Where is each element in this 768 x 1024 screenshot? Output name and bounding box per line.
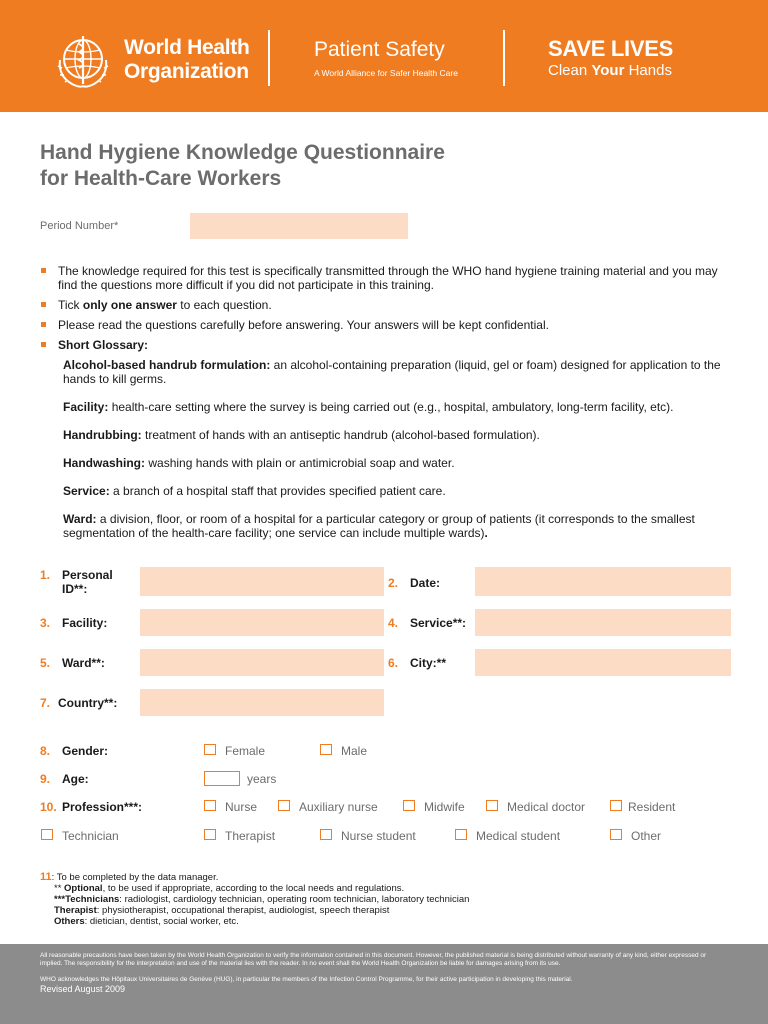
city-field[interactable] bbox=[475, 649, 731, 676]
profession-auxiliary-nurse-checkbox[interactable] bbox=[278, 800, 290, 811]
glossary-item: Ward: a division, floor, or room of a hospital for a particular category or group of patients (it corresponds to the smallest segmentation of the health-care facility; one service can include multiple wards). bbox=[63, 512, 695, 540]
question-number: 6. bbox=[388, 656, 399, 670]
ward-label: Ward**: bbox=[62, 656, 105, 670]
option-label: Resident bbox=[628, 800, 676, 814]
glossary-item: Facility: health-care setting where the survey is being carried out (e.g., hospital, ambulatory, long-term facility, etc). bbox=[63, 400, 674, 414]
glossary-item: Handwashing: washing hands with plain or antimicrobial soap and water. bbox=[63, 456, 455, 470]
list-item: Tick only one answer to each question. bbox=[40, 298, 730, 312]
header-divider bbox=[503, 30, 505, 86]
footnotes: 11: To be completed by the data manager. ** Optional, to be used if appropriate, according to the local needs and regulations. ***Technicians: radiologist, cardiology technician, operating room technician, laboratory technician Therapist: physiotherapist, occupational therapist, audiologist, speech therapist Others: dietician, dentist, social worker, etc. bbox=[40, 871, 470, 927]
page-header bbox=[0, 0, 768, 112]
profession-resident-checkbox[interactable] bbox=[610, 800, 622, 811]
service-field[interactable] bbox=[475, 609, 731, 636]
who-wordmark: World Health Organization bbox=[124, 36, 250, 83]
profession-other-checkbox[interactable] bbox=[610, 829, 622, 840]
profession-therapist-checkbox[interactable] bbox=[204, 829, 216, 840]
facility-field[interactable] bbox=[140, 609, 384, 636]
age-unit: years bbox=[247, 772, 277, 786]
header-divider bbox=[268, 30, 270, 86]
option-label: Male bbox=[341, 744, 368, 758]
country-field[interactable] bbox=[140, 689, 384, 716]
question-number: 9. bbox=[40, 772, 51, 786]
who-emblem-icon bbox=[52, 30, 114, 92]
question-number: 8. bbox=[40, 744, 51, 758]
option-label: Nurse bbox=[225, 800, 258, 814]
option-label: Technician bbox=[62, 829, 119, 843]
gender-label: Gender: bbox=[62, 744, 109, 758]
gender-male-checkbox[interactable] bbox=[320, 744, 332, 755]
profession-technician-checkbox[interactable] bbox=[41, 829, 53, 840]
age-input[interactable] bbox=[204, 771, 240, 786]
city-label: City:** bbox=[410, 656, 447, 670]
revision-date: Revised August 2009 bbox=[40, 984, 126, 994]
service-label: Service**: bbox=[410, 616, 467, 630]
question-number: 7. bbox=[40, 696, 51, 710]
profession-label: Profession***: bbox=[62, 800, 143, 814]
date-field[interactable] bbox=[475, 567, 731, 596]
ward-field[interactable] bbox=[140, 649, 384, 676]
option-label: Auxiliary nurse bbox=[299, 800, 378, 814]
question-number: 4. bbox=[388, 616, 399, 630]
option-label: Other bbox=[631, 829, 662, 843]
glossary-item: Handrubbing: treatment of hands with an antiseptic handrub (alcohol-based formulation). bbox=[63, 428, 540, 442]
acknowledgement-text: WHO acknowledges the Hôpitaux Universitaires de Genève (HUG), in particular the members of the Infection Control Programme, for their active participation in developing this material. bbox=[40, 976, 573, 983]
disclaimer-text: All reasonable precautions have been taken by the World Health Organization to verify the information contained in this document. However, the published material is being distributed without warranty of any kind, either expressed or implied. The responsibility for the interpretation and use of the material lies with the reader. In no event shall the World Health Organization be liable for damages arising from its use. bbox=[40, 952, 707, 967]
list-item: The knowledge required for this test is specifically transmitted through the WHO hand hygiene training material and you may find the questions more difficult if you did not participate in this training. bbox=[40, 264, 730, 292]
profession-midwife-checkbox[interactable] bbox=[403, 800, 415, 811]
profession-nurse-student-checkbox[interactable] bbox=[320, 829, 332, 840]
clean-your-hands-subtitle: Clean Your Hands bbox=[548, 62, 672, 79]
profession-nurse-checkbox[interactable] bbox=[204, 800, 216, 811]
list-item: Please read the questions carefully before answering. Your answers will be kept confidential. bbox=[40, 318, 730, 332]
instructions-list bbox=[40, 264, 730, 358]
option-label: Nurse student bbox=[341, 829, 416, 843]
personal-id-label: Personal ID**: bbox=[62, 568, 113, 596]
page-title: Hand Hygiene Knowledge Questionnaire for Health-Care Workers bbox=[40, 141, 445, 190]
question-number: 3. bbox=[40, 616, 51, 630]
glossary-item: Service: a branch of a hospital staff that provides specified patient care. bbox=[63, 484, 446, 498]
patient-safety-subtitle: A World Alliance for Safer Health Care bbox=[314, 68, 458, 78]
period-number-field[interactable] bbox=[190, 213, 408, 239]
question-number: 5. bbox=[40, 656, 51, 670]
gender-female-checkbox[interactable] bbox=[204, 744, 216, 755]
option-label: Medical student bbox=[476, 829, 561, 843]
period-number-label: Period Number* bbox=[40, 220, 119, 232]
option-label: Medical doctor bbox=[507, 800, 586, 814]
question-number: 10. bbox=[40, 800, 57, 814]
option-label: Midwife bbox=[424, 800, 465, 814]
country-label: Country**: bbox=[58, 696, 118, 710]
facility-label: Facility: bbox=[62, 616, 108, 630]
list-item: Short Glossary: bbox=[40, 338, 730, 352]
save-lives-title: SAVE LIVES bbox=[548, 36, 673, 61]
page-footer bbox=[0, 944, 768, 1024]
question-number: 1. bbox=[40, 568, 51, 582]
option-label: Female bbox=[225, 744, 266, 758]
personal-id-field[interactable] bbox=[140, 567, 384, 596]
question-number: 2. bbox=[388, 576, 399, 590]
option-label: Therapist bbox=[225, 829, 276, 843]
profession-medical-doctor-checkbox[interactable] bbox=[486, 800, 498, 811]
profession-medical-student-checkbox[interactable] bbox=[455, 829, 467, 840]
age-label: Age: bbox=[62, 772, 89, 786]
glossary-item: Alcohol-based handrub formulation: an alcohol-containing preparation (liquid, gel or foam) designed for application to the hands to kill germs. bbox=[63, 358, 721, 386]
patient-safety-title: Patient Safety bbox=[314, 38, 445, 61]
date-label: Date: bbox=[410, 576, 441, 590]
